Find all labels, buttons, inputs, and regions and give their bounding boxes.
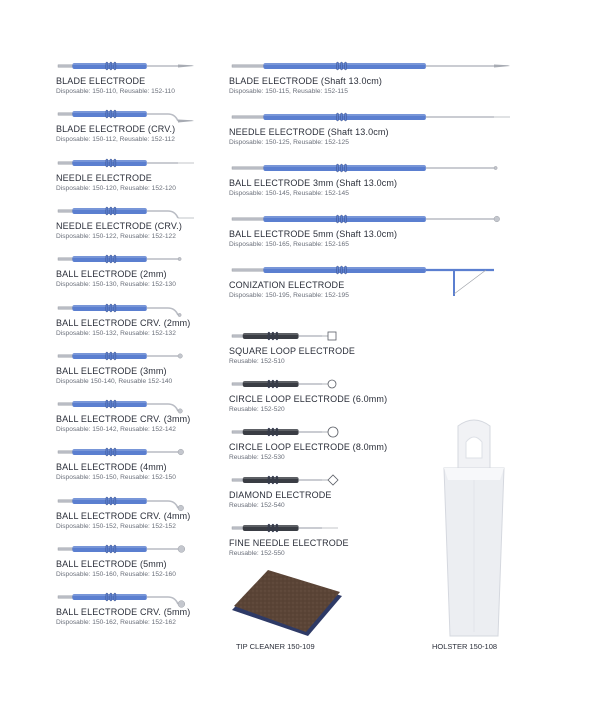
tip-cleaner-label: TIP CLEANER 150-109 — [236, 642, 315, 651]
electrode-name: BLADE ELECTRODE (CRV.) — [56, 124, 176, 135]
electrode-name: BALL ELECTRODE (4mm) — [56, 462, 167, 473]
electrode-name: BALL ELECTRODE (2mm) — [56, 269, 167, 280]
electrode-codes: Reusable: 152-510 — [229, 358, 285, 365]
electrode-codes: Disposable: 150-132, Reusable: 152-132 — [56, 329, 176, 337]
electrode-codes: Disposable: 150-195, Reusable: 152-195 — [229, 292, 349, 299]
electrode-name: BALL ELECTRODE 5mm (Shaft 13.0cm) — [229, 229, 398, 239]
electrode-codes: Reusable: 152-520 — [229, 406, 285, 413]
electrode-name: BALL ELECTRODE CRV. (3mm) — [56, 414, 191, 425]
electrode-codes: Disposable: 150-160, Reusable: 152-160 — [56, 571, 176, 578]
electrode-codes: Reusable: 152-530 — [229, 454, 285, 461]
electrode-name: BALL ELECTRODE (3mm) — [56, 365, 167, 376]
electrode-codes: Disposable: 150-110, Reusable: 152-110 — [56, 88, 175, 95]
electrode-codes: Disposable: 150-162, Reusable: 152-162 — [56, 619, 176, 627]
electrode-codes: Disposable: 150-152, Reusable: 152-152 — [56, 522, 176, 530]
electrode-name: DIAMOND ELECTRODE — [229, 490, 332, 500]
electrode-name: BALL ELECTRODE CRV. (4mm) — [56, 510, 191, 521]
electrode-codes: Disposable: 150-130, Reusable: 152-130 — [56, 281, 176, 289]
electrode-codes: Reusable: 152-550 — [229, 550, 285, 557]
electrode-name: NEEDLE ELECTRODE (Shaft 13.0cm) — [229, 127, 389, 137]
electrode-name: CIRCLE LOOP ELECTRODE (6.0mm) — [229, 394, 388, 404]
electrode-codes: Disposable: 150-125, Reusable: 152-125 — [229, 139, 349, 146]
electrode-name: BALL ELECTRODE 3mm (Shaft 13.0cm) — [229, 178, 398, 188]
electrode-name: NEEDLE ELECTRODE — [56, 172, 152, 183]
electrode-codes: Reusable: 152-540 — [229, 502, 285, 509]
electrode-codes: Disposable: 150-165, Reusable: 152-165 — [229, 241, 349, 248]
electrode-name: BLADE ELECTRODE — [56, 76, 146, 86]
electrode-name: BLADE ELECTRODE (Shaft 13.0cm) — [229, 76, 383, 86]
electrode-codes: Disposable: 150-145, Reusable: 152-145 — [229, 190, 349, 197]
electrode-codes: Disposable: 150-150, Reusable: 152-150 — [56, 474, 176, 482]
electrode-name: CONIZATION ELECTRODE — [229, 280, 345, 290]
electrode-name: BALL ELECTRODE CRV. (2mm) — [56, 317, 191, 328]
electrode-name: CIRCLE LOOP ELECTRODE (8.0mm) — [229, 442, 388, 452]
holster-label: HOLSTER 150-108 — [432, 642, 498, 651]
electrode-name: BALL ELECTRODE (5mm) — [56, 559, 167, 569]
electrode-codes: Disposable: 150-120, Reusable: 152-120 — [56, 184, 176, 192]
electrode-codes: Disposable: 150-112, Reusable: 152-112 — [56, 136, 175, 144]
electrode-name: NEEDLE ELECTRODE (CRV.) — [56, 220, 182, 231]
electrode-codes: Disposable: 150-142, Reusable: 152-142 — [56, 426, 176, 434]
electrode-codes: Disposable: 150-115, Reusable: 152-115 — [229, 88, 348, 95]
holster-image — [436, 418, 512, 640]
electrode-name: SQUARE LOOP ELECTRODE — [229, 346, 356, 356]
electrode-codes: Disposable 150-140, Reusable 152-140 — [56, 377, 173, 385]
electrode-codes: Disposable: 150-122, Reusable: 152-122 — [56, 232, 176, 240]
electrode-name: FINE NEEDLE ELECTRODE — [229, 538, 349, 548]
electrode-name: BALL ELECTRODE CRV. (5mm) — [56, 607, 191, 618]
tip-cleaner-image — [228, 570, 346, 640]
